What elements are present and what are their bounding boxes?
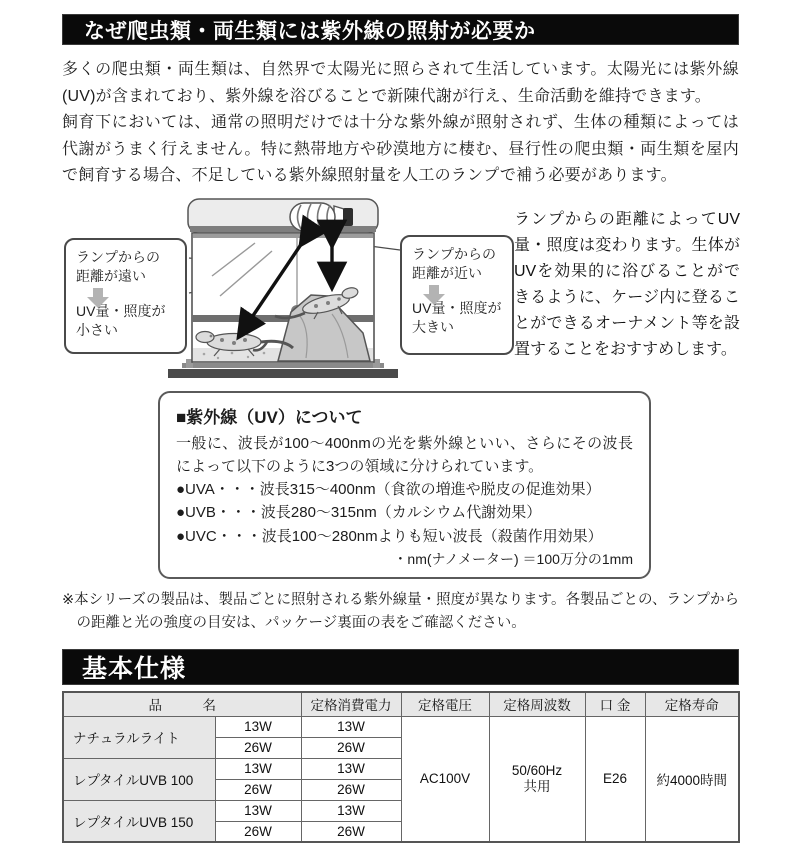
wattage-cell: 13W	[215, 716, 301, 737]
callout-text-line: ランプからの	[76, 248, 160, 265]
wattage-cell: 26W	[215, 779, 301, 800]
callout-text-line: ランプからの	[412, 245, 496, 262]
callout-text-line: 距離が近い	[412, 264, 482, 281]
product-name: レプタイルUVB 150	[63, 800, 215, 842]
terrarium-diagram	[62, 196, 739, 383]
power-cell: 26W	[301, 779, 401, 800]
near-distance-callout	[400, 235, 514, 355]
section-title-text: なぜ爬虫類・両生類には紫外線の照射が必要か	[84, 19, 536, 43]
col-header-life: 定格寿命	[645, 692, 739, 716]
power-cell: 26W	[301, 821, 401, 842]
frequency-cell	[489, 716, 585, 842]
power-cell: 13W	[301, 758, 401, 779]
callout-text-line: 距離が遠い	[76, 267, 146, 284]
uv-box-footnote: ・nm(ナノメーター) ＝100万分の1mm	[393, 551, 633, 567]
wattage-cell: 13W	[215, 758, 301, 779]
uv-item-uva: ●UVA・・・波長315～400nm（食欲の増進や脱皮の促進効果）	[176, 480, 601, 498]
intro-paragraph-2: 飼育下においては、通常の照明だけでは十分な紫外線が照射されず、生体の種類によっては代謝がうまく行えません。特に熱帯地方や砂漠地方に棲む、昼行性の爬虫類・両生類を屋内で飼育する場合、不足している紫外線照射量を人工のランプで補う必要があります。	[62, 114, 739, 184]
col-header-power: 定格消費電力	[301, 692, 401, 716]
series-note: ※本シリーズの製品は、製品ごとに照射される紫外線量・照度が異なります。各製品ごとの、ランプからの距離と光の強度の目安は、パッケージ裏面の表をご確認ください。	[62, 592, 739, 631]
callout-text-line: 大きい	[412, 318, 454, 335]
col-header-name: 品 名	[63, 692, 301, 716]
callout-text-line: 小さい	[76, 321, 118, 338]
base-cell: E26	[585, 716, 645, 842]
col-header-frequency: 定格周波数	[489, 692, 585, 716]
col-header-voltage: 定格電圧	[401, 692, 489, 716]
far-distance-callout	[64, 238, 187, 354]
uv-info-box	[158, 391, 651, 580]
wattage-cell: 26W	[215, 737, 301, 758]
uv-item-uvc: ●UVC・・・波長100～280nmよりも短い波長（殺菌作用効果）	[176, 527, 603, 545]
intro-paragraphs	[62, 57, 739, 190]
uv-item-uvb: ●UVB・・・波長280～315nm（カルシウム代謝効果）	[176, 504, 542, 521]
section-title-basic-specs	[62, 649, 739, 685]
intro-paragraph-1: 多くの爬虫類・両生類は、自然界で太陽光に照らされて生活しています。太陽光には紫外線(UV)が含まれており、紫外線を浴びることで新陳代謝が行え、生命活動を維持できます。	[62, 61, 739, 105]
power-cell: 26W	[301, 737, 401, 758]
diagram-side-text: ランプからの距離によってUV量・照度は変わります。生体がUVを効果的に浴びることができるように、ケージ内に登ることができるオーナメント等を設置することをおすすめします。	[514, 210, 740, 358]
spec-table	[62, 691, 740, 843]
product-name: ナチュラルライト	[63, 716, 215, 758]
voltage-cell: AC100V	[401, 716, 489, 842]
table-row	[63, 716, 739, 737]
spec-table-header-row	[63, 692, 739, 716]
callout-text-line: UV量・照度が	[76, 302, 166, 319]
section-title-text: 基本仕様	[82, 655, 187, 683]
wattage-cell: 26W	[215, 821, 301, 842]
frequency-shared-label: 共用	[523, 778, 551, 794]
life-cell: 約4000時間	[645, 716, 739, 842]
wattage-cell: 13W	[215, 800, 301, 821]
power-cell: 13W	[301, 716, 401, 737]
product-name: レプタイルUVB 100	[63, 758, 215, 800]
uv-box-title: ■紫外線（UV）について	[176, 407, 363, 427]
section-title-uv-necessity	[62, 14, 739, 45]
frequency-value: 50/60Hz	[511, 762, 563, 778]
col-header-base: 口 金	[585, 692, 645, 716]
power-cell: 13W	[301, 800, 401, 821]
uv-box-intro: 一般に、波長が100～400nmの光を紫外線といい、さらにその波長によって以下のように3つの領域に分けられています。	[176, 434, 633, 475]
callout-text-line: UV量・照度が	[412, 299, 502, 316]
